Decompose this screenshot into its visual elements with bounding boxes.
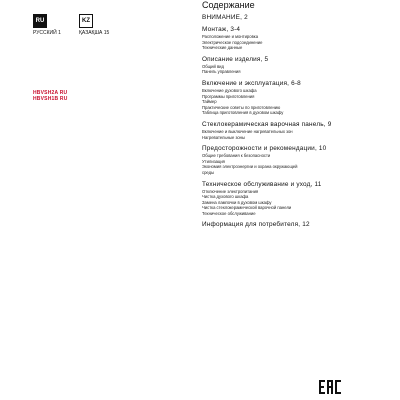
toc-item: Отключение электропитания bbox=[202, 188, 259, 194]
toc-section-heading: Описание изделия, 5 bbox=[202, 55, 269, 63]
toc-section bbox=[202, 80, 394, 116]
toc-item: Техническое обслуживание bbox=[202, 210, 256, 216]
toc-section bbox=[202, 181, 394, 217]
toc-section bbox=[202, 121, 394, 140]
toc-section bbox=[202, 26, 394, 51]
toc-section-heading: ВНИМАНИЕ, 2 bbox=[202, 14, 248, 21]
toc-item: Общий вид bbox=[202, 63, 224, 69]
toc-section bbox=[202, 14, 394, 21]
toc-section-heading: Информация для потребителя, 12 bbox=[202, 221, 310, 229]
toc-item: Таймер bbox=[202, 99, 217, 105]
toc-section bbox=[202, 145, 394, 175]
toc-item: Чистка духового шкафа bbox=[202, 194, 249, 200]
toc-item: Включение духового шкафа bbox=[202, 87, 257, 93]
eac-mark-icon bbox=[319, 380, 341, 394]
toc-section bbox=[202, 221, 394, 229]
toc-item: Расположение и монтировка bbox=[202, 34, 259, 39]
language-kz bbox=[79, 14, 109, 36]
model-code: HBVSH2A RU bbox=[33, 90, 68, 96]
toc-item: среды bbox=[202, 169, 215, 175]
table-of-contents bbox=[202, 0, 394, 234]
toc-item: Нагревательные зоны bbox=[202, 134, 245, 140]
toc-item: Утилизация bbox=[202, 158, 225, 164]
toc-item: Панель управления bbox=[202, 69, 241, 75]
toc-section-heading: Техническое обслуживание и уход, 11 bbox=[202, 180, 322, 188]
toc-item: Экономия электроэнергии и охрана окружающей bbox=[202, 164, 298, 170]
toc-item: Чистка стеклокерамической варочной панели bbox=[202, 205, 292, 211]
toc-section-heading: Включение и эксплуатация, 6-8 bbox=[202, 79, 301, 87]
language-ru bbox=[33, 14, 61, 36]
toc-section-heading: Монтаж, 3-4 bbox=[202, 26, 241, 33]
toc-item: Технические данные bbox=[202, 45, 243, 51]
toc-section-heading: Стеклокерамическая варочная панель, 9 bbox=[202, 120, 332, 128]
toc-section-heading: Предосторожности и рекомендации, 10 bbox=[202, 145, 327, 153]
toc-item: Включение и выключение нагревательных зон bbox=[202, 128, 293, 134]
toc-item: Замена лампочки в духовом шкафу bbox=[202, 199, 272, 205]
toc-item: Таблица приготовления в духовом шкафу bbox=[202, 110, 284, 116]
toc-sections bbox=[202, 14, 394, 229]
language-ru-caption: РУССКИЙ 1 bbox=[33, 30, 61, 36]
toc-item: Практические советы по приготовлению bbox=[202, 104, 281, 110]
language-ru-badge: RU bbox=[33, 14, 47, 28]
toc-title: Содержание bbox=[202, 0, 255, 10]
language-kz-caption: ҚАЗАҚША 15 bbox=[79, 30, 110, 36]
language-kz-badge: KZ bbox=[79, 14, 93, 28]
toc-item: Общие требования к безопасности bbox=[202, 153, 271, 159]
toc-item: Программы приготовления bbox=[202, 93, 255, 99]
toc-item: Электрическое подсоединение bbox=[202, 39, 263, 45]
model-code: HBVSH1B RU bbox=[33, 96, 68, 102]
toc-section bbox=[202, 56, 394, 75]
